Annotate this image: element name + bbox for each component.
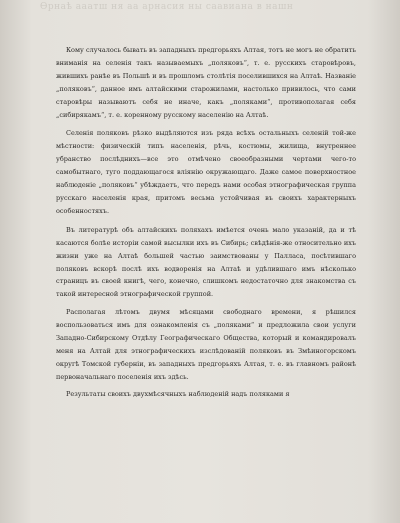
paragraph-4: Располагая лѣтомъ двумя мѣсяцами свободнаго времени, я рѣшился воспользоваться имъ для ознакомленія съ „поляками“ и предложила свои услуги Западно-Сибирскому Отдѣлу Географическаго Общества, который и командировалъ меня на Алтай для этнографическихъ изслѣдованій поляковъ въ Змѣиногорскомъ округѣ Томской губерніи, въ западныхъ предгорьяхъ Алтая, т. е. въ главномъ районѣ первоначальнаго поселенія ихъ здѣсь. <box>56 308 356 381</box>
paragraph-3: Въ литературѣ объ алтайскихъ поляхахъ имѣется очень мало указаній, да и тѣ касаются болѣе исторіи самой высылки ихъ въ Сибирь; свѣдѣнія-же относительно ихъ жизни уже на Алтаѣ большей частью заимствованы у Палласа, посѣтившаго поляковъ вскорѣ послѣ ихъ водворенія на Алтаѣ и удѣлившаго имъ нѣсколько страницъ въ своей книгѣ, чего, конечно, слишкомъ недостаточно для знакомства съ такой интересной этнографической группой. <box>56 225 356 299</box>
paragraph-2: Селенія поляковъ рѣзко выдѣляются изъ ряда всѣхъ остальныхъ селеній той-же мѣстности: физическій типъ населенія, рѣчь, костюмы, жилища, внутреннее убранство послѣднихъ—все это отмѣчено своеобразными чертами чего-то самобытнаго, туго поддающагося вліянію окружающаго. Даже самое поверхностное наблюденіе „поляковъ“ убѣждаетъ, что передъ нами особая этнографическая группа русскаго населенія края, притомъ весьма устойчивая въ своихъ характерныхъ особенностяхъ. <box>56 129 356 215</box>
paragraph-1: Кому случалось бывать въ западныхъ предгорьяхъ Алтая, тотъ не могъ не обратить вниманія на селенія такъ называемыхъ „поляковъ“, т. е. русскихъ старовѣровъ, жившихъ ранѣе въ Польшѣ и въ прошломъ столѣтія поселившихся на Алтаѣ. Названіе „поляковъ“, данное имъ алтайскими старожилами, настолько привилось, что сами старовѣры называютъ себя не иначе, какъ „поляками“, противополагая себя „сибирякамъ“, т. е. коренному русскому населенію на Алтаѣ. <box>56 46 356 119</box>
body-text <box>56 44 356 407</box>
bleed-through-text: Ѳрнаѣ ааатш ня аа арнасия ны саавиана в нашн <box>40 2 294 12</box>
paragraph-5: Результаты своихъ двухмѣсячныхъ наблюденій надъ поляками я <box>66 389 290 398</box>
